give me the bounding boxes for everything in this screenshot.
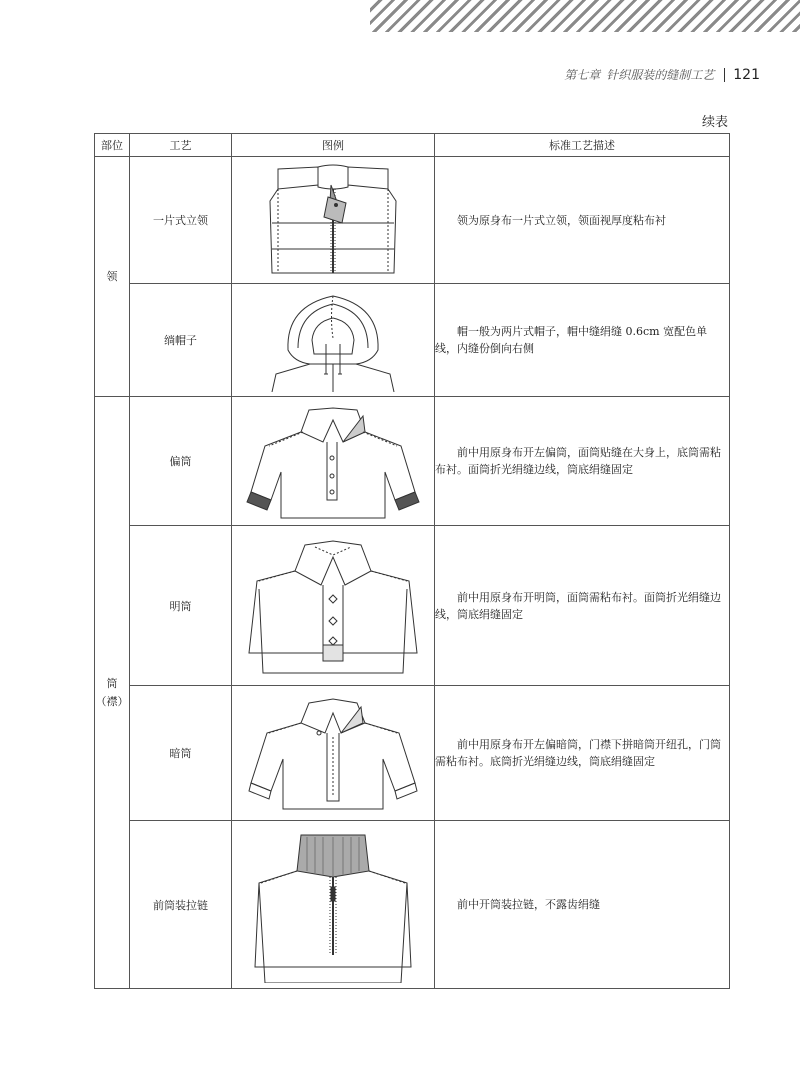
- table-row: [95, 284, 730, 397]
- part-cell: [95, 397, 130, 989]
- table-header-row: [95, 134, 730, 157]
- description-cell: [435, 821, 730, 989]
- craft-cell: 暗筒: [130, 686, 232, 821]
- running-head: [564, 66, 760, 83]
- header-divider: [724, 68, 725, 82]
- column-header: 图例: [232, 134, 435, 157]
- craft-cell: 偏筒: [130, 397, 232, 526]
- part-label: 筒（襟）: [95, 676, 129, 708]
- decorative-stripes: [370, 0, 800, 32]
- table-row: [95, 397, 730, 526]
- visible-placket-polo-icon: [243, 533, 423, 679]
- column-header: 工艺: [130, 134, 232, 157]
- hood-icon: [268, 288, 398, 392]
- description-cell: [435, 157, 730, 284]
- description-text: 前中用原身布开明筒，面筒需粘布衬。面筒折光绢缝边线，筒底绢缝固定: [435, 590, 721, 621]
- table-row: [95, 821, 730, 989]
- craft-cell: 前筒装拉链: [130, 821, 232, 989]
- chapter-title: 针织服装的缝制工艺: [606, 68, 715, 82]
- description-text: 前中用原身布开左偏筒，面筒贴缝在大身上，底筒需粘布衬。面筒折光绢缝边线，筒底绢缝固定: [435, 446, 721, 476]
- description-cell: [435, 526, 730, 686]
- figure-cell: [232, 284, 435, 397]
- offset-placket-polo-icon: [243, 402, 423, 520]
- description-cell: [435, 397, 730, 526]
- description-cell: [435, 284, 730, 397]
- table-row: [95, 686, 730, 821]
- figure-cell: [232, 821, 435, 989]
- craft-cell: 绱帽子: [130, 284, 232, 397]
- column-header: 标准工艺描述: [435, 134, 730, 157]
- table-row: [95, 526, 730, 686]
- description-text: 前中开筒装拉链，不露齿绢缝: [457, 898, 600, 911]
- craft-cell: 明筒: [130, 526, 232, 686]
- description-text: 前中用原身布开左偏暗筒，门襟下拼暗筒开纽孔，门筒需粘布衬。底筒折光绢缝边线，筒底绢缝固定: [435, 738, 721, 768]
- zip-front-top-icon: [245, 827, 421, 983]
- part-cell: 领: [95, 157, 130, 397]
- craft-cell: 一片式立领: [130, 157, 232, 284]
- figure-cell: [232, 686, 435, 821]
- craft-table: [94, 133, 730, 989]
- table-row: [95, 157, 730, 284]
- description-cell: [435, 686, 730, 821]
- stand-collar-zipper-jacket-icon: [258, 161, 408, 279]
- description-text: 帽一般为两片式帽子，帽中缝绢缝 0.6cm 宽配色单线，内缝份倒向右侧: [435, 325, 708, 355]
- figure-cell: [232, 157, 435, 284]
- page-number: 121: [733, 66, 760, 83]
- column-header: 部位: [95, 134, 130, 157]
- hidden-placket-polo-icon: [243, 693, 423, 813]
- chapter-label: 第七章: [564, 68, 601, 82]
- figure-cell: [232, 526, 435, 686]
- continued-label: 续表: [701, 115, 728, 130]
- figure-cell: [232, 397, 435, 526]
- description-text: 领为原身布一片式立领，领面视厚度粘布衬: [457, 213, 666, 227]
